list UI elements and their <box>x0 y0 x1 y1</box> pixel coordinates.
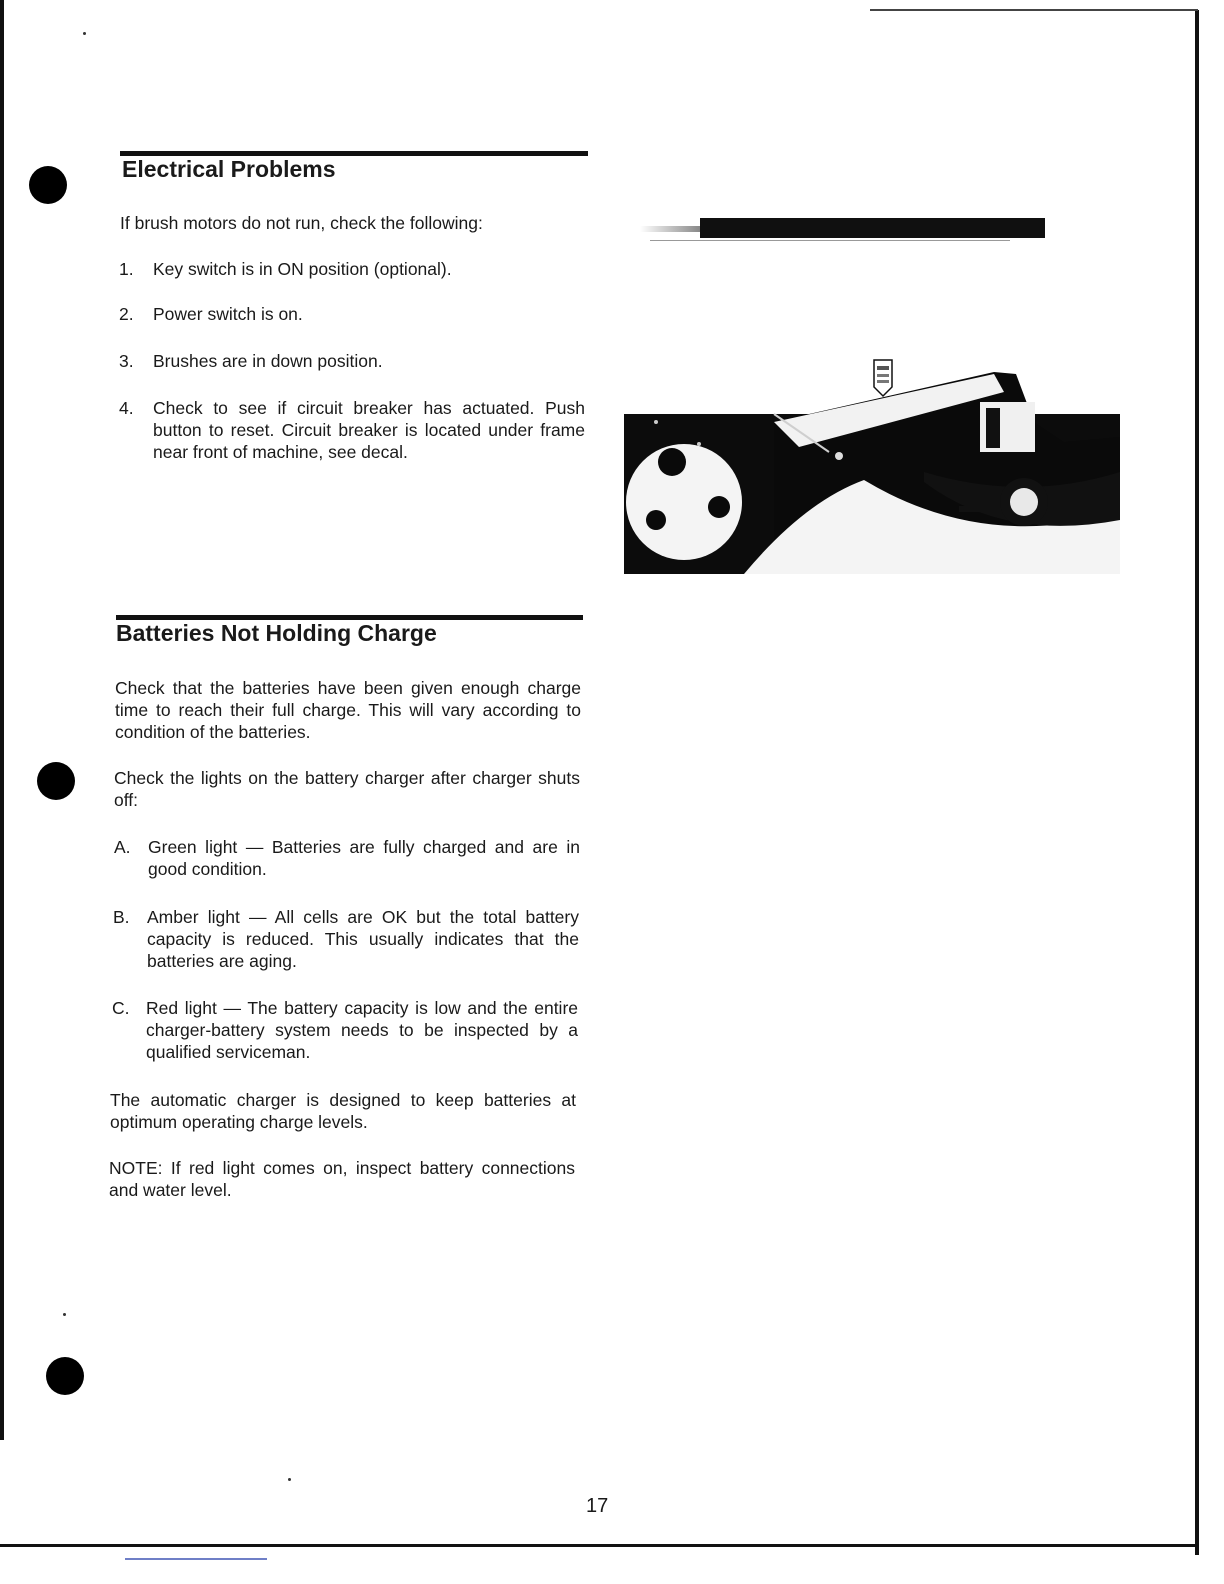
page-number: 17 <box>586 1495 609 1517</box>
scan-edge-right <box>1195 10 1199 1555</box>
binder-hole-bottom <box>46 1357 84 1395</box>
photo-header-fade <box>640 226 700 232</box>
binder-hole-middle <box>37 762 75 800</box>
heading-batteries-not-holding-charge: Batteries Not Holding Charge <box>116 620 437 646</box>
list-item-text: Key switch is in ON position (optional). <box>153 259 452 279</box>
scan-speck <box>288 1478 291 1481</box>
list-marker: 3. <box>119 351 134 371</box>
list-marker: C. <box>112 998 130 1018</box>
photo-header-bar <box>700 218 1045 238</box>
list-marker: A. <box>114 837 131 857</box>
list-marker: 2. <box>119 304 134 324</box>
list-item-text: Red light — The battery capacity is low and the entire charger-battery system needs to be inspected by a qualified serviceman. <box>146 998 578 1062</box>
list-marker: 1. <box>119 259 134 279</box>
list-item-text: Green light — Batteries are fully charged and are in good condition. <box>148 837 580 879</box>
binder-hole-top <box>29 166 67 204</box>
photo-header-underline <box>650 240 1010 241</box>
list-item-text: Power switch is on. <box>153 304 303 324</box>
scan-edge-bottom <box>0 1544 1198 1547</box>
list-marker: 4. <box>119 398 134 418</box>
batteries-para-check-lights: Check the lights on the battery charger after charger shuts off: <box>114 768 580 810</box>
batteries-note: NOTE: If red light comes on, inspect battery connections and water level. <box>109 1158 575 1200</box>
heading-electrical-problems: Electrical Problems <box>122 156 336 182</box>
scan-speck <box>83 32 86 35</box>
scan-edge-top <box>870 9 1198 11</box>
batteries-para-automatic-charger: The automatic charger is designed to keep batteries at optimum operating charge levels. <box>110 1090 576 1132</box>
batteries-para-charge-time: Check that the batteries have been given enough charge time to reach their full charge. This will vary according to condition of the batteries. <box>115 678 581 742</box>
scan-edge-bottom-blue <box>125 1558 267 1560</box>
list-item-text: Brushes are in down position. <box>153 351 383 371</box>
list-marker: B. <box>113 907 130 927</box>
circuit-breaker-photo <box>624 352 1120 574</box>
list-item-text: Check to see if circuit breaker has actuated. Push button to reset. Circuit breaker is located under frame near front of machine, see decal. <box>153 398 585 462</box>
scan-edge-left <box>0 0 4 1440</box>
list-item-text: Amber light — All cells are OK but the total battery capacity is reduced. This usually indicates that the batteries are aging. <box>147 907 579 971</box>
scan-speck <box>63 1313 66 1316</box>
electrical-intro: If brush motors do not run, check the following: <box>120 213 483 233</box>
